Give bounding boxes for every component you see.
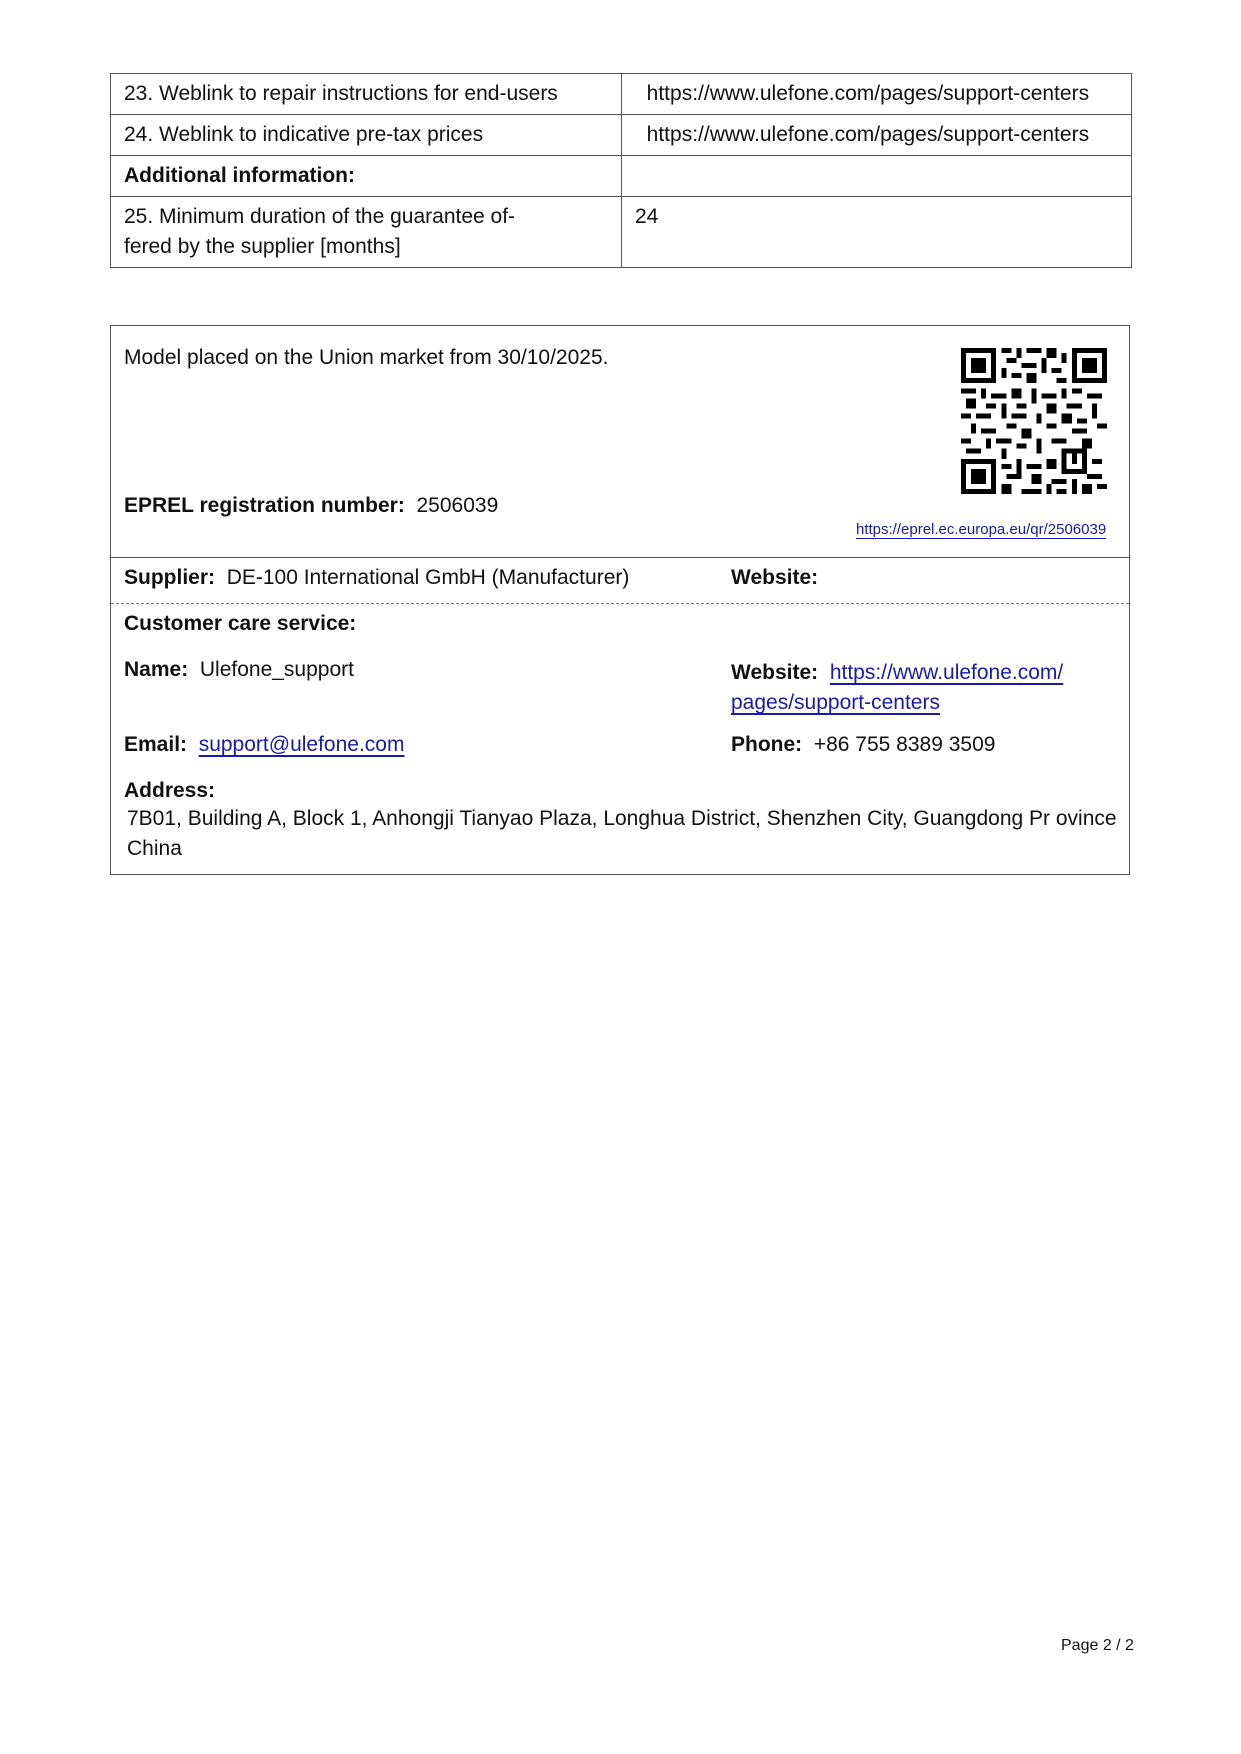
- specification-table: [110, 73, 1132, 268]
- supplier-value: DE-100 International GmbH (Manufacturer): [226, 566, 630, 589]
- name-value: Ulefone_support: [199, 658, 354, 681]
- eprel-number: 2506039: [416, 494, 499, 517]
- supplier-row: [124, 566, 629, 590]
- eprel-row: [124, 494, 498, 518]
- row-value: [622, 156, 1132, 197]
- table-row: [111, 197, 1132, 268]
- info-box: [110, 325, 1130, 875]
- table-row: [111, 156, 1132, 197]
- dashed-divider: [111, 603, 1129, 604]
- phone-label: Phone:: [731, 733, 803, 756]
- care-website-link[interactable]: https://www.ulefone.com/: [829, 661, 1064, 684]
- care-website-row: [731, 658, 1063, 718]
- supplier-website-label: Website:: [731, 566, 819, 589]
- address-label: Address:: [124, 779, 216, 802]
- address-value: 7B01, Building A, Block 1, Anhongji Tianyao Plaza, Longhua District, Shenzhen City, Guangdong Pr ovince China: [127, 807, 1117, 860]
- row-label-text: 25. Minimum duration of the guarantee of-: [124, 205, 516, 228]
- eprel-qr-link[interactable]: https://eprel.ec.europa.eu/qr/2506039: [856, 521, 1107, 538]
- email-label: Email:: [124, 733, 188, 756]
- care-website-label: Website:: [731, 661, 819, 684]
- row-label: 23. Weblink to repair instructions for end-users: [111, 74, 622, 115]
- section-heading: Additional information:: [111, 156, 622, 197]
- row-label: 24. Weblink to indicative pre-tax prices: [111, 115, 622, 156]
- row-label: [111, 197, 622, 268]
- care-website-link-cont[interactable]: pages/support-centers: [731, 691, 940, 714]
- supplier-label: Supplier:: [124, 566, 216, 589]
- email-row: [124, 733, 404, 757]
- qr-code-icon: [961, 348, 1107, 494]
- phone-row: [731, 733, 995, 757]
- divider: [111, 557, 1129, 558]
- page-number: Page 2 / 2: [1061, 1637, 1134, 1654]
- table-row: [111, 74, 1132, 115]
- market-date-text: Model placed on the Union market from 30/10/2025.: [124, 346, 609, 369]
- customer-care-heading: Customer care service:: [124, 612, 357, 635]
- row-value: 24: [622, 197, 1132, 268]
- name-label: Name:: [124, 658, 189, 681]
- row-label-text-cont: fered by the supplier [months]: [124, 235, 401, 258]
- table-row: [111, 115, 1132, 156]
- eprel-label: EPREL registration number:: [124, 494, 405, 517]
- row-value: https://www.ulefone.com/pages/support-centers: [622, 115, 1132, 156]
- name-row: [124, 658, 354, 682]
- phone-value: +86 755 8389 3509: [813, 733, 996, 756]
- email-link[interactable]: support@ulefone.com: [198, 733, 405, 756]
- row-value: https://www.ulefone.com/pages/support-centers: [622, 74, 1132, 115]
